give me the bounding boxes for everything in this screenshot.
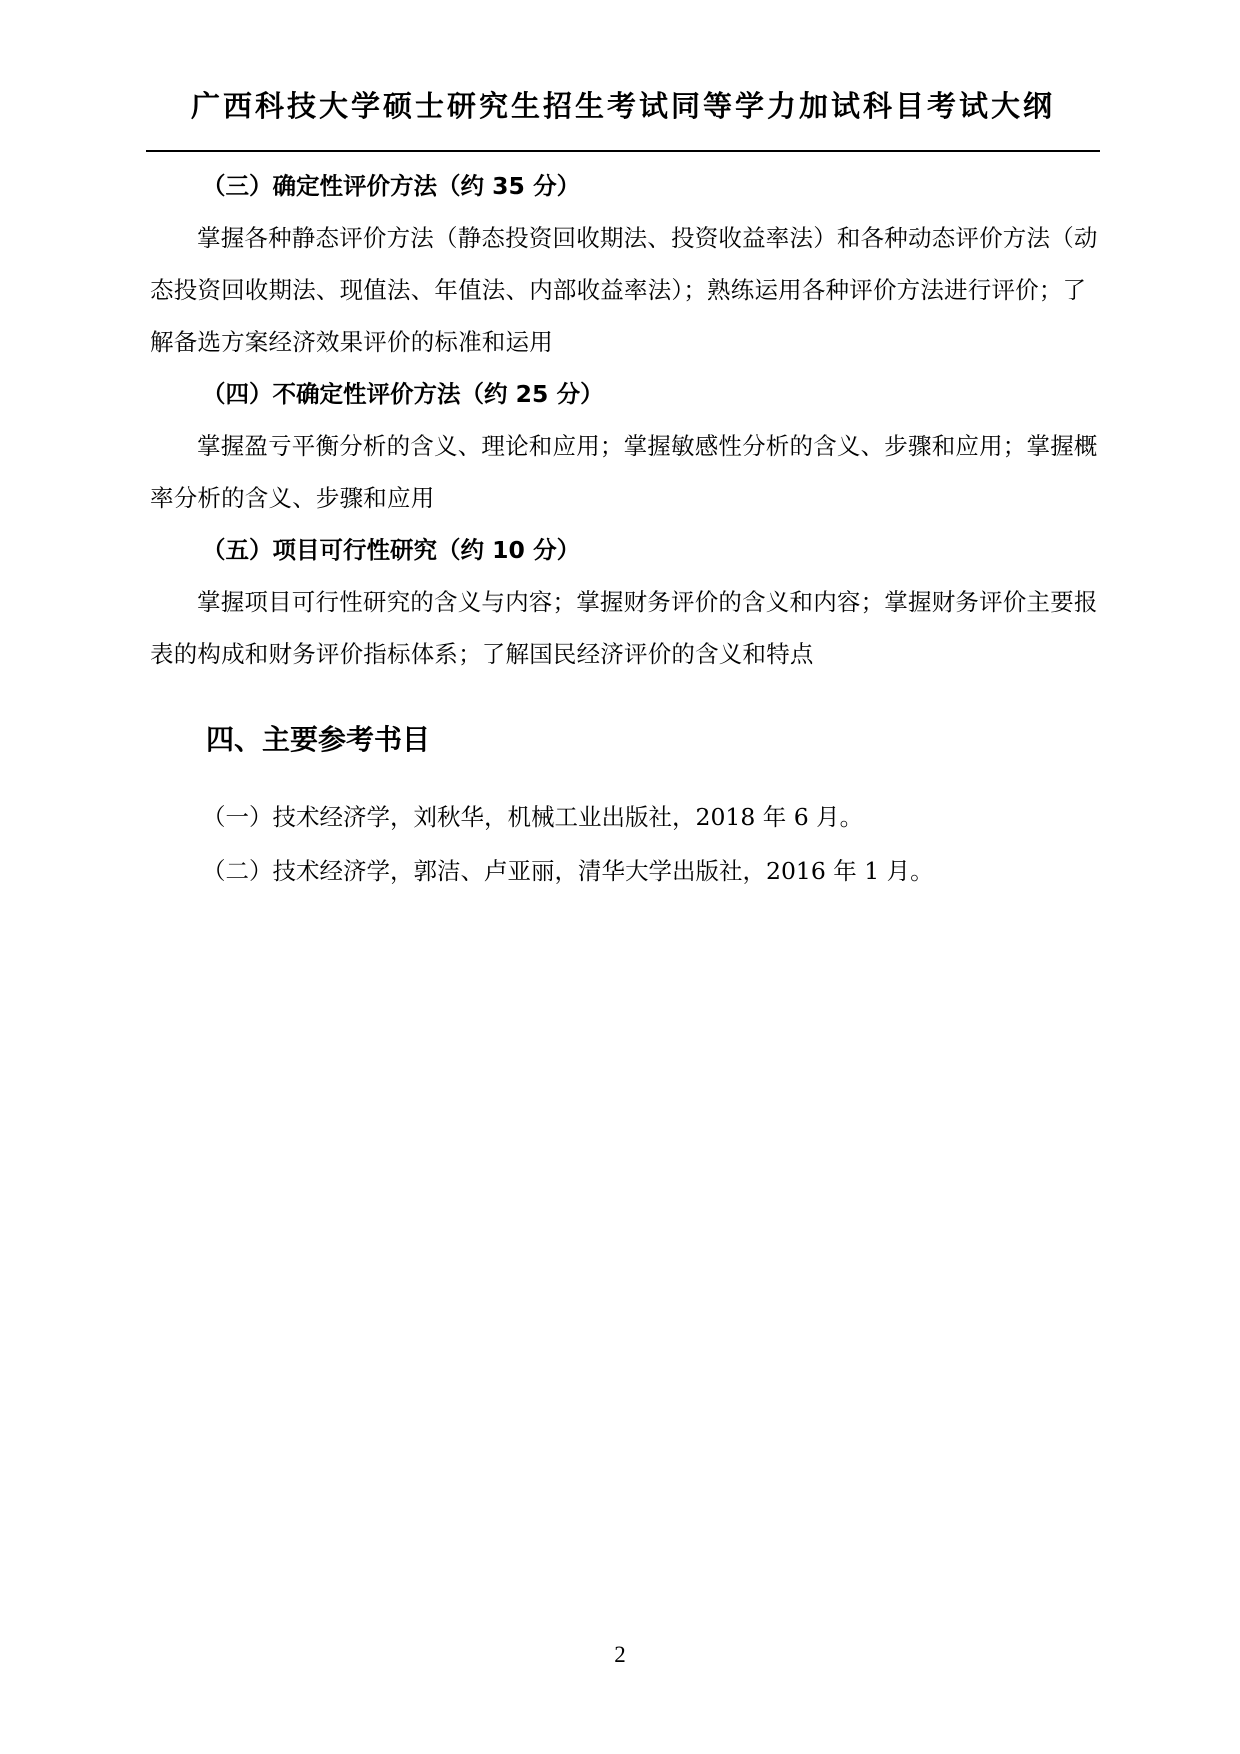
section-uncertainty-evaluation xyxy=(150,368,1100,524)
section-paragraph: 掌握盈亏平衡分析的含义、理论和应用；掌握敏感性分析的含义、步骤和应用；掌握概率分析的含义、步骤和应用 xyxy=(150,432,1098,512)
header-divider xyxy=(146,150,1100,152)
section-feasibility-study xyxy=(150,524,1100,680)
references-section xyxy=(150,720,1100,898)
reference-item: （一）技术经济学，刘秋华，机械工业出版社，2018 年 6 月。 xyxy=(202,803,864,831)
references-heading: 四、主要参考书目 xyxy=(206,723,431,756)
page-header-title: 广西科技大学硕士研究生招生考试同等学力加试科目考试大纲 xyxy=(190,89,1055,123)
document-body xyxy=(150,160,1100,898)
section-heading: （三）确定性评价方法（约 35 分） xyxy=(202,172,581,200)
section-paragraph: 掌握项目可行性研究的含义与内容；掌握财务评价的含义和内容；掌握财务评价主要报表的构成和财务评价指标体系；了解国民经济评价的含义和特点 xyxy=(150,588,1098,668)
section-paragraph: 掌握各种静态评价方法（静态投资回收期法、投资收益率法）和各种动态评价方法（动态投资回收期法、现值法、年值法、内部收益率法）；熟练运用各种评价方法进行评价；了解备选方案经济效果评价的标准和运用 xyxy=(150,224,1098,356)
reference-item: （二）技术经济学，郭洁、卢亚丽，清华大学出版社，2016 年 1 月。 xyxy=(202,857,934,885)
section-deterministic-evaluation xyxy=(150,160,1100,368)
reference-list xyxy=(150,790,1100,898)
section-heading: （四）不确定性评价方法（约 25 分） xyxy=(202,380,604,408)
page-number: 2 xyxy=(614,1642,626,1667)
section-heading: （五）项目可行性研究（约 10 分） xyxy=(202,536,581,564)
